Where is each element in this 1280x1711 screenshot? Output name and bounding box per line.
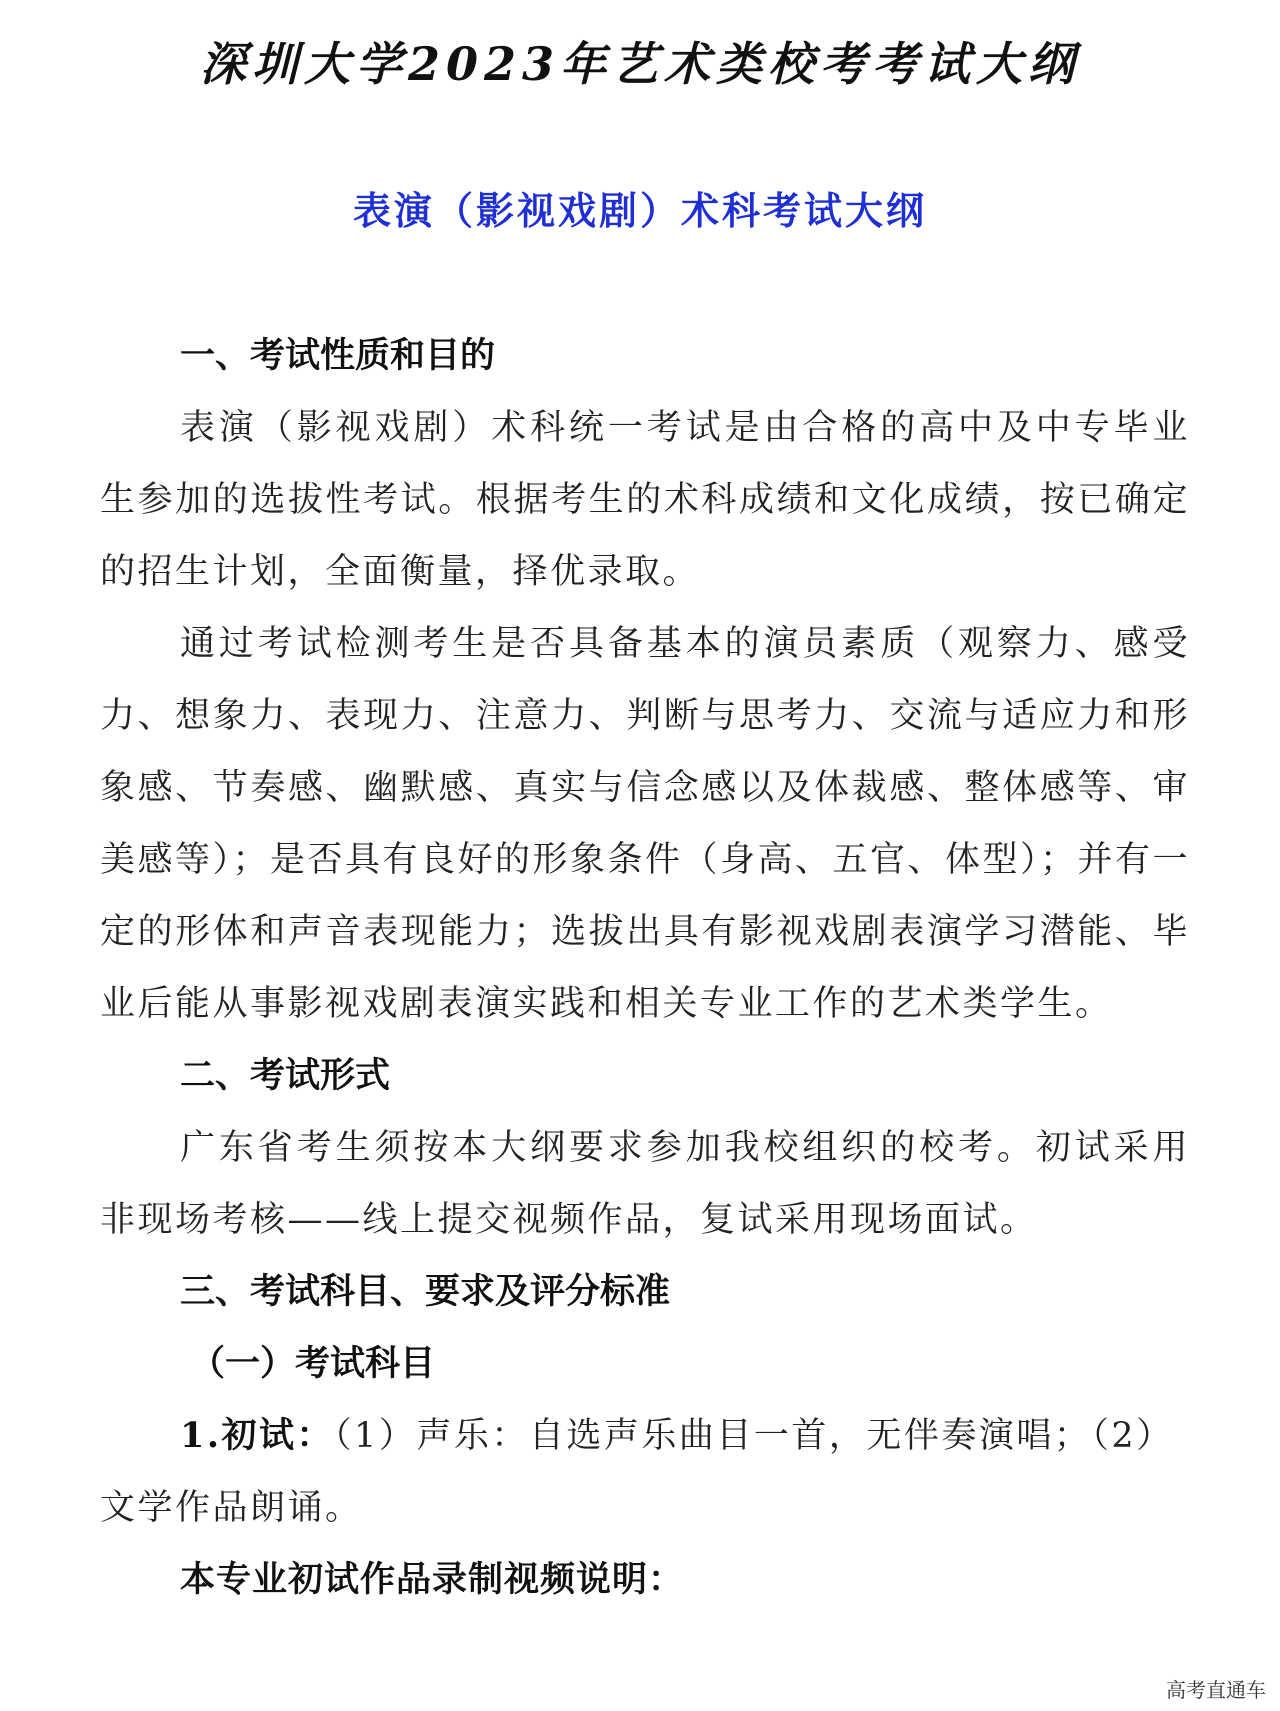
subsection-heading-exam-subjects: （一）考试科目 (190, 1343, 436, 1384)
video-recording-note-heading: 本专业初试作品录制视频说明： (180, 1559, 685, 1600)
section-heading-nature-purpose: 一、考试性质和目的 (180, 336, 496, 376)
section-heading-subjects-requirements: 三、考试科目、要求及评分标准 (180, 1272, 671, 1312)
document-body (100, 320, 1190, 1616)
paragraph-exam-format: 广东省考生须按本大纲要求参加我校组织的校考。初试采用非现场考核——线上提交视频作品，复试采用现场面试。 (100, 1128, 1190, 1240)
watermark-text: 高考直通车 (1166, 1678, 1266, 1702)
document-title: 深圳大学2023年艺术类校考考试大纲 (199, 37, 1081, 91)
paragraph-exam-purpose: 通过考试检测考生是否具备基本的演员素质（观察力、感受力、想象力、表现力、注意力、判断与思考力、交流与适应力和形象感、节奏感、幽默感、真实与信念感以及体裁感、整体感等、审美感等）；是否具有良好的形象条件（身高、五官、体型）；并有一定的形体和声音表现能力；选拔出具有影视戏剧表演学习潜能、毕业后能从事影视戏剧表演实践和相关专业工作的艺术类学生。 (100, 624, 1191, 1024)
section-heading-exam-format: 二、考试形式 (180, 1056, 391, 1096)
document-subtitle: 表演（影视戏剧）术科考试大纲 (352, 188, 927, 233)
list-item-preliminary-exam (100, 1400, 1190, 1544)
paragraph-exam-nature: 表演（影视戏剧）术科统一考试是由合格的高中及中专毕业生参加的选拔性考试。根据考生的术科成绩和文化成绩，按已确定的招生计划，全面衡量，择优录取。 (100, 408, 1190, 592)
preliminary-exam-text: （1）声乐：自选声乐曲目一首，无伴奏演唱；（2）文学作品朗诵。 (100, 1416, 1174, 1528)
preliminary-exam-label: 1.初试： (180, 1415, 335, 1456)
